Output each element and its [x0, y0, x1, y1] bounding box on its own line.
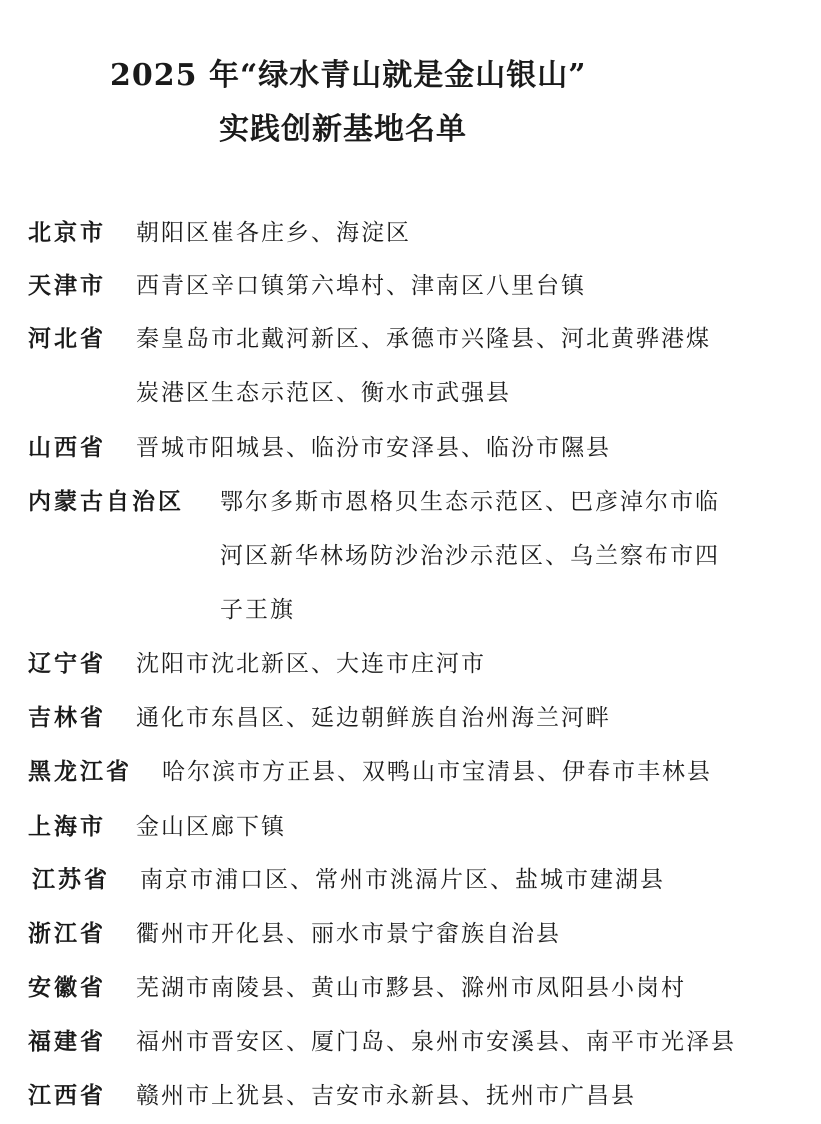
province-name: 黑龙江省 — [28, 758, 132, 785]
province-name: 河北省 — [28, 325, 106, 352]
document-title-line-1: 2025 年“绿水青山就是金山银山” — [110, 58, 587, 93]
province-name: 辽宁省 — [28, 650, 106, 677]
province-name: 浙江省 — [28, 920, 106, 947]
province-name: 安徽省 — [28, 974, 106, 1001]
province-name: 上海市 — [28, 813, 106, 840]
base-list-line: 炭港区生态示范区、衡水市武强县 — [136, 380, 511, 406]
document-title-line-2: 实践创新基地名单 — [219, 112, 467, 147]
base-list — [220, 487, 720, 625]
base-list-line: 秦皇岛市北戴河新区、承德市兴隆县、河北黄骅港煤 — [136, 326, 711, 352]
province-name: 江西省 — [28, 1082, 106, 1109]
base-list — [136, 649, 486, 679]
province-name: 江苏省 — [32, 866, 110, 893]
province-name: 内蒙古自治区 — [28, 488, 184, 515]
base-list-line: 沈阳市沈北新区、大连市庄河市 — [136, 651, 486, 677]
base-list — [136, 812, 286, 842]
base-list — [136, 703, 611, 733]
base-list — [136, 433, 611, 463]
base-list-line: 金山区廊下镇 — [136, 814, 286, 840]
base-list-line: 河区新华林场防沙治沙示范区、乌兰察布市四 — [220, 543, 720, 569]
base-list-line: 鄂尔多斯市恩格贝生态示范区、巴彦淖尔市临 — [220, 489, 720, 515]
province-name: 天津市 — [28, 272, 106, 299]
base-list-line: 赣州市上犹县、吉安市永新县、抚州市广昌县 — [136, 1083, 636, 1109]
base-list-line: 南京市浦口区、常州市洮滆片区、盐城市建湖县 — [140, 867, 665, 893]
base-list — [136, 1027, 736, 1057]
base-list-line: 子王旗 — [220, 597, 295, 623]
base-list-line: 晋城市阳城县、临汾市安泽县、临汾市隰县 — [136, 435, 611, 461]
base-list — [136, 919, 561, 949]
province-name: 山西省 — [28, 434, 106, 461]
base-list — [140, 865, 665, 895]
base-list-line: 通化市东昌区、延边朝鲜族自治州海兰河畔 — [136, 705, 611, 731]
province-name: 福建省 — [28, 1028, 106, 1055]
base-list — [136, 1081, 636, 1111]
base-list — [162, 757, 712, 787]
base-list — [136, 973, 686, 1003]
base-list-line: 西青区辛口镇第六埠村、津南区八里台镇 — [136, 273, 586, 299]
base-list-line: 芜湖市南陵县、黄山市黟县、滁州市凤阳县小岗村 — [136, 975, 686, 1001]
base-list-line: 福州市晋安区、厦门岛、泉州市安溪县、南平市光泽县 — [136, 1029, 736, 1055]
base-list — [136, 324, 711, 408]
province-name: 吉林省 — [28, 704, 106, 731]
base-list-line: 哈尔滨市方正县、双鸭山市宝清县、伊春市丰林县 — [162, 759, 712, 785]
base-list — [136, 271, 586, 301]
province-name: 北京市 — [28, 219, 106, 246]
base-list-line: 衢州市开化县、丽水市景宁畲族自治县 — [136, 921, 561, 947]
base-list — [136, 218, 411, 248]
base-list-line: 朝阳区崔各庄乡、海淀区 — [136, 220, 411, 246]
